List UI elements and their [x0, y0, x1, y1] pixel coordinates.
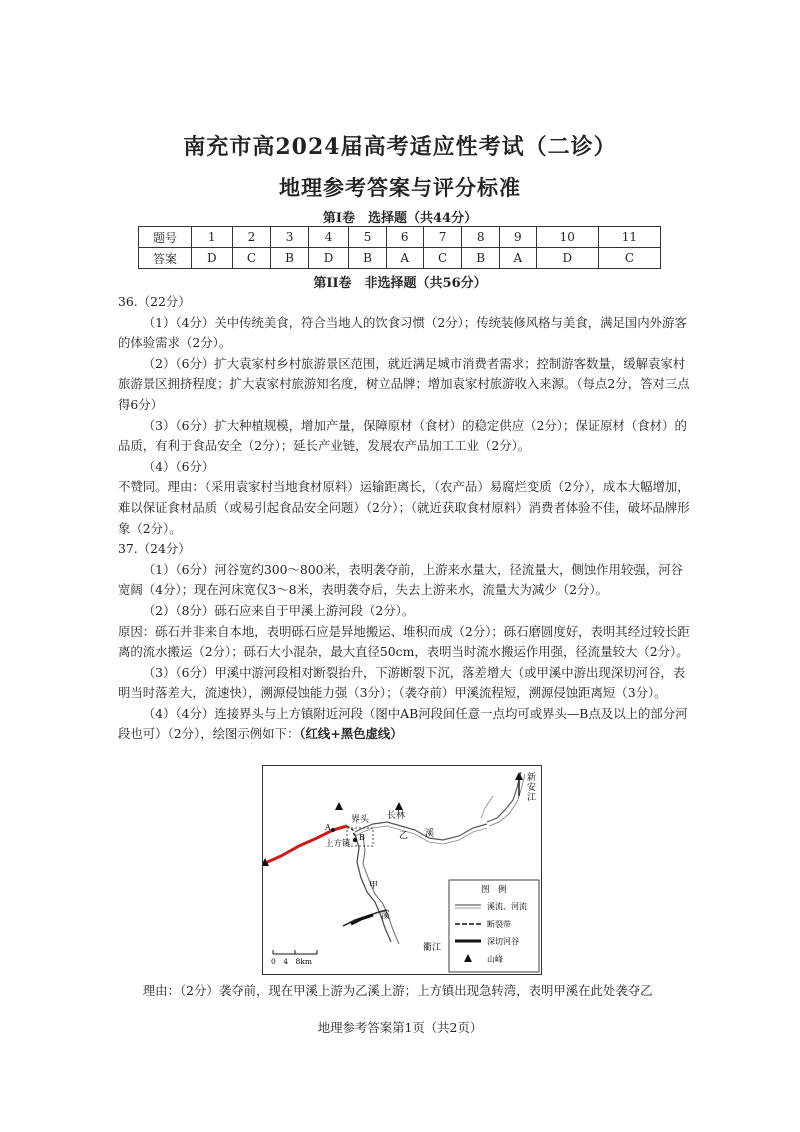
map-svg	[263, 766, 541, 974]
table-cell: B	[462, 248, 499, 269]
answer-text: （4）（4分）连接界头与上方镇附近河段（图中AB河段间任意一点均可或界头—B点及以上的部分河段也可）（2分），绘图示例如下：	[118, 705, 688, 742]
table-header-number: 题号	[139, 227, 192, 248]
legend-fault-label: 断裂带	[487, 920, 511, 929]
table-cell: 5	[349, 227, 386, 248]
drawing-note: （红线+黑色虚线）	[299, 726, 403, 742]
legend-gorge-label: 深切河谷	[487, 937, 519, 946]
yixi-river-bank	[355, 826, 487, 844]
table-cell: D	[308, 248, 349, 269]
answer-paragraph: （4）（6分）	[142, 458, 215, 474]
table-cell: A	[386, 248, 423, 269]
page-subtitle: 地理参考答案与评分标准	[279, 175, 521, 200]
answer-paragraph: （3）（6分）甲溪中游河段相对断裂抬升，下游断裂下沉，落差增大（或甲溪中游出现深切河谷，表明当时落差大，流速快），溯源侵蚀能力强（3分）；（袭夺前）甲溪流程短，溯源侵蚀距离短（3分）。	[118, 664, 686, 701]
label-jia: 甲	[369, 881, 379, 891]
river-capture-map	[262, 765, 542, 975]
tributary	[481, 796, 493, 818]
answer-paragraph: （1）（6分）河谷宽约300～800米，表明袭夺前，上游来水量大，径流量大，侧蚀作用较强，河谷宽阔（4分）；现在河床宽仅3～8米，表明袭夺后，失去上游来水，流量大为减少（2分）。	[118, 561, 683, 598]
label-qujiang: 衢江	[423, 943, 442, 953]
answer-paragraph: 不赞同。理由：（采用袁家村当地食材原料）运输距离长，（农产品）易腐烂变质（2分），成本大幅增加，难以保证食材品质（或易引起食品安全问题）（2分）；（就近获取食材原料）消费者体验不佳，破坏品牌形象（2分）。	[118, 479, 690, 536]
page-title: 南充市高2024届高考适应性考试（二诊）	[183, 134, 617, 160]
table-cell: 4	[308, 227, 349, 248]
table-cell: 11	[598, 227, 660, 248]
table-cell: 2	[232, 227, 271, 248]
answer-paragraph: （1）（4分）关中传统美食，符合当地人的饮食习惯（2分）；传统装修风格与美食，满足国内外游客的体验需求（2分）。	[118, 314, 687, 351]
label-a: A	[325, 823, 331, 832]
label-an: 安	[527, 783, 537, 793]
answer-paragraph: （3）（6分）扩大种植规模，增加产量，保障原材（食材）的稳定供应（2分）；保证原材（食材）的品质，有利于食品安全（2分）；延长产业链，发展农产品加工工业（2分）。	[118, 417, 687, 454]
table-cell: C	[232, 248, 271, 269]
section-heading-nonchoice: 第II卷 非选择题（共56分）	[313, 276, 487, 291]
north-arrow-head	[515, 772, 523, 780]
label-xi: 溪	[425, 829, 435, 839]
scale-label: 0 4 8km	[271, 957, 312, 966]
table-cell: B	[271, 248, 308, 269]
answer-paragraph: （2）（8分）砾石应来自于甲溪上游河段（2分）。	[142, 602, 415, 618]
label-b: B	[359, 833, 365, 842]
table-cell: A	[499, 248, 536, 269]
section-heading-choice: 第I卷 选择题（共44分）	[322, 211, 478, 226]
label-changlin: 长林	[387, 811, 406, 821]
answer-table	[138, 226, 661, 269]
legend-title: 图 例	[481, 885, 507, 895]
question-36-heading: 36.（22分）	[118, 294, 191, 309]
table-cell: 1	[192, 227, 233, 248]
label-jiang: 江	[527, 793, 537, 803]
map-reason-text: 理由：（2分）袭夺前，现在甲溪上游为乙溪上游；上方镇出现急转湾，表明甲溪在此处袭夺乙	[142, 983, 653, 998]
table-header-answer: 答案	[139, 248, 192, 269]
table-cell: D	[192, 248, 233, 269]
table-cell: 3	[271, 227, 308, 248]
table-cell: B	[349, 248, 386, 269]
table-cell: 6	[386, 227, 423, 248]
label-shangfang: 上方镇	[325, 839, 351, 849]
page-footer: 地理参考答案第1页（共2页）	[317, 1020, 483, 1035]
label-xi2: 溪	[381, 911, 391, 921]
table-cell: C	[423, 248, 462, 269]
answer-paragraph: （2）（6分）扩大袁家村乡村旅游景区范围，就近满足城市消费者需求；控制游客数量，缓解袁家村旅游景区拥挤程度；扩大袁家村旅游知名度，树立品牌；增加袁家村旅游收入来源。（每点2分，答对三点得6分）	[118, 355, 690, 412]
answer-paragraph: 原因：砾石并非来自本地，表明砾石应是异地搬运、堆积而成（2分）；砾石磨圆度好，表明其经过较长距离的流水搬运（2分）；砾石大小混杂，最大直径50cm，表明当时流水搬运作用强，径流量较大（2分）。	[118, 623, 690, 660]
table-row	[139, 248, 661, 269]
table-cell: C	[598, 248, 660, 269]
table-cell: 9	[499, 227, 536, 248]
point-a	[331, 828, 335, 832]
table-cell: 10	[536, 227, 598, 248]
answer-body	[118, 292, 690, 745]
answer-paragraph	[118, 704, 690, 745]
table-cell: D	[536, 248, 598, 269]
legend-river-label: 溪流、河流	[487, 902, 527, 911]
peak-icon	[335, 802, 343, 810]
peak-icon	[395, 802, 403, 810]
question-37-heading: 37.（24分）	[118, 541, 191, 557]
label-yi: 乙	[399, 831, 409, 841]
table-cell: 8	[462, 227, 499, 248]
legend-peak-label: 山峰	[487, 955, 503, 964]
point-b	[353, 838, 357, 842]
table-cell: 7	[423, 227, 462, 248]
label-xin: 新	[527, 773, 537, 783]
label-jietou: 界头	[351, 815, 370, 825]
table-row	[139, 227, 661, 248]
